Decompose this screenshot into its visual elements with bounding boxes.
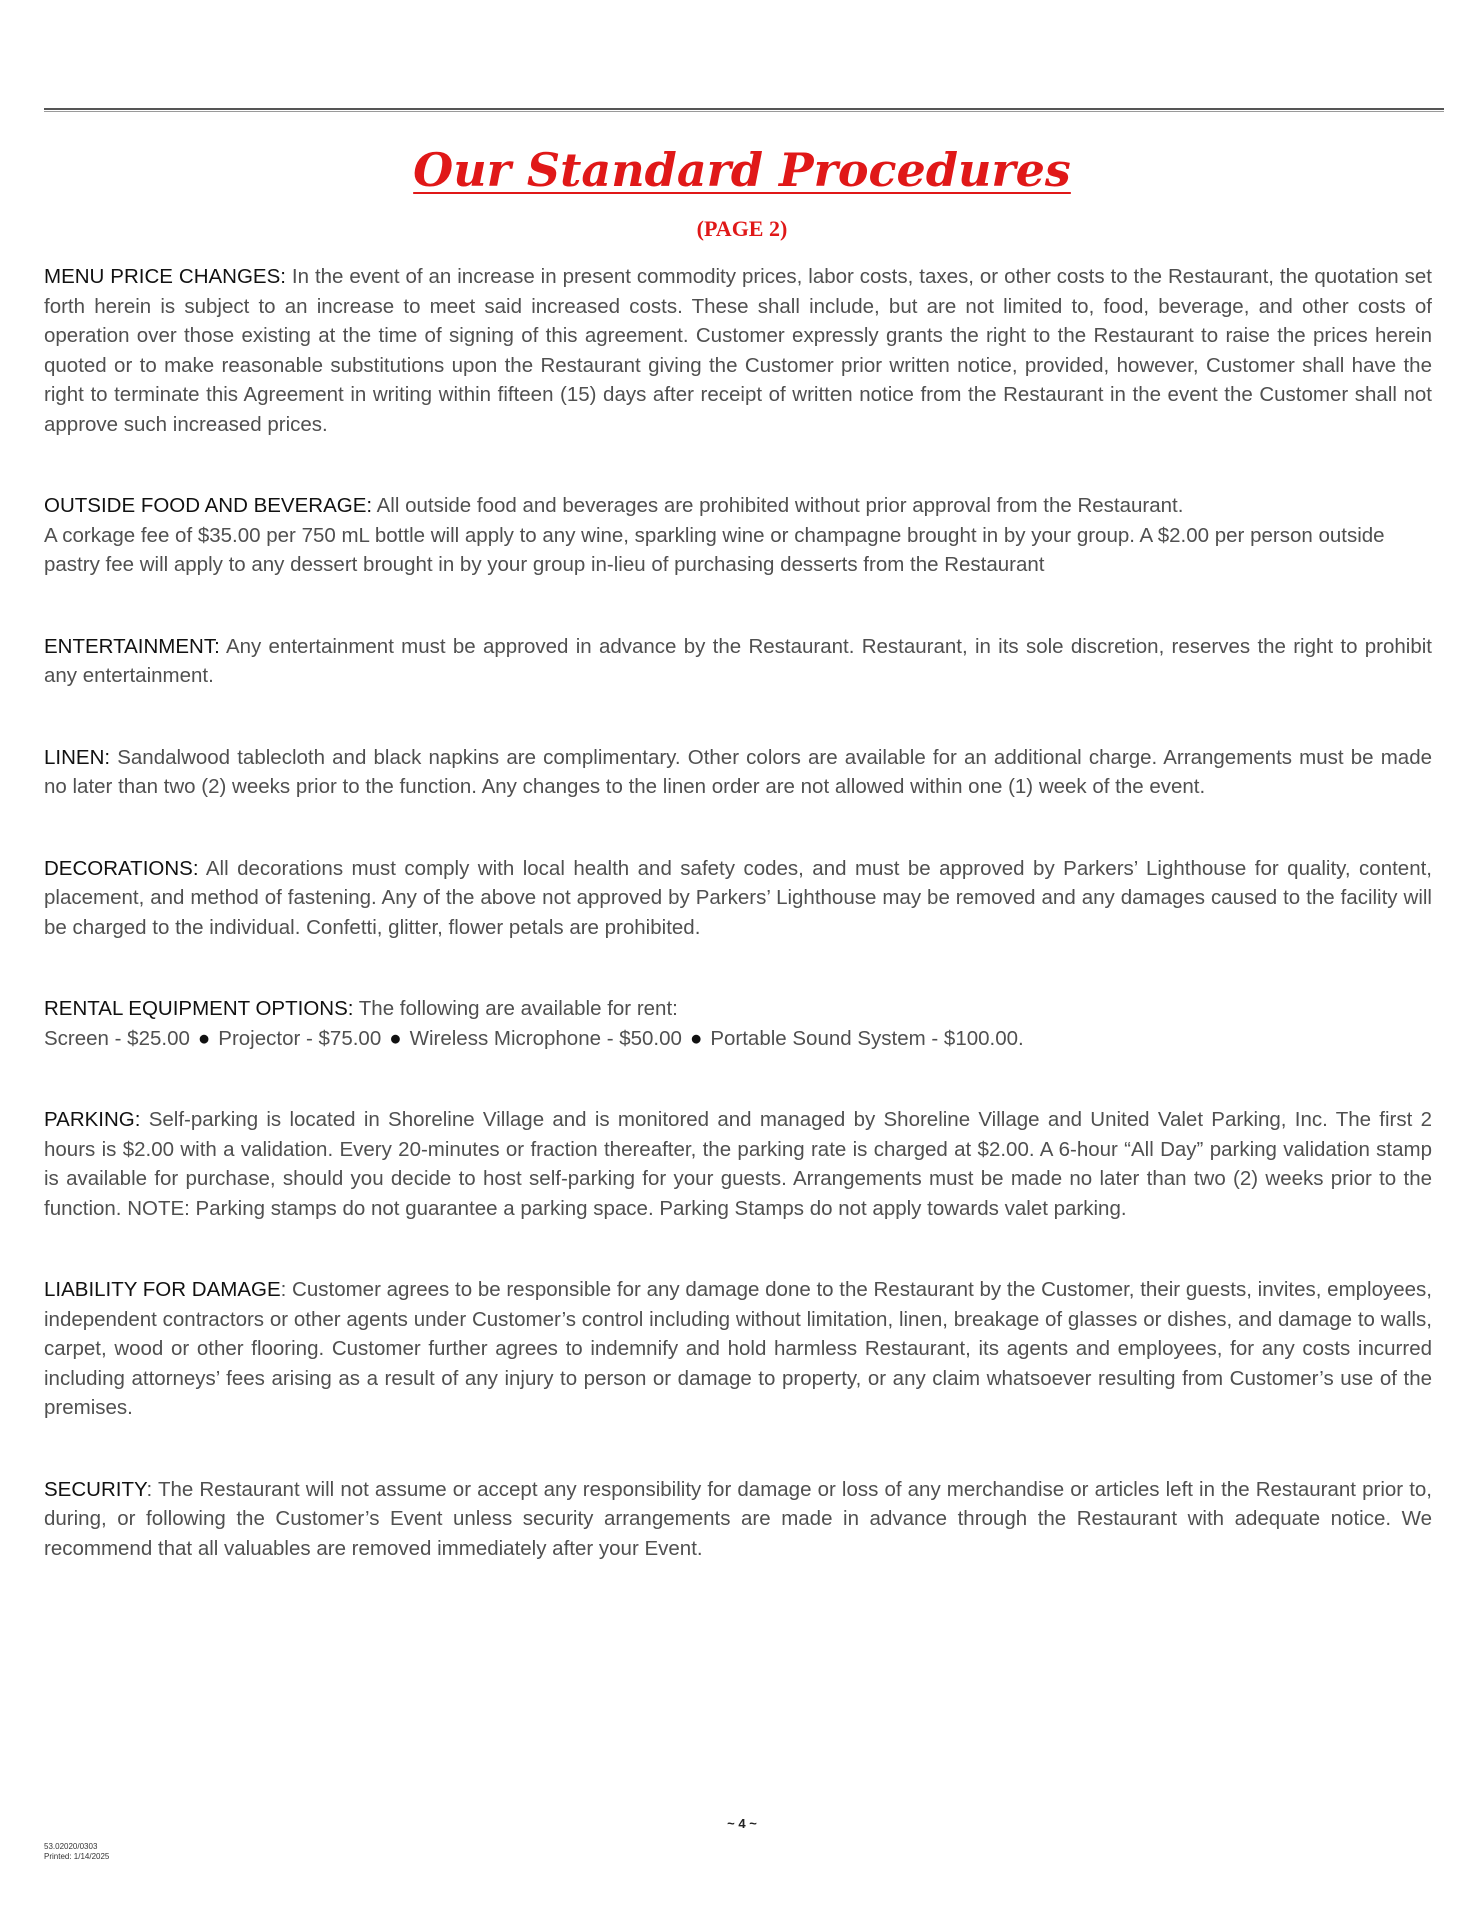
section-heading: LIABILITY FOR DAMAGE: [44, 1278, 281, 1301]
section-text: Any entertainment must be approved in advance by the Restaurant. Restaurant, in its sole discretion, reserves the right to prohibit any entertainment.: [44, 634, 1432, 687]
section-text: In the event of an increase in present commodity prices, labor costs, taxes, or other costs to the Restaurant, the quotation set forth herein is subject to an increase to meet said increased costs. These shall include, but are not limited to, food, beverage, and other costs of operation over those existing at the time of signing of this agreement. Customer expressly grants the right to the Restaurant to raise the prices herein quoted or to make reasonable substitutions upon the Restaurant giving the Customer prior written notice, provided, however, Customer shall have the right to terminate this Agreement in writing within fifteen (15) days after receipt of written notice from the Restaurant in the event the Customer shall not approve such increased prices.: [44, 265, 1432, 436]
section-rental-equipment: [44, 994, 1432, 1053]
rental-item-screen: Screen - $25.00: [44, 1026, 190, 1050]
section-heading: ENTERTAINMENT:: [44, 634, 220, 658]
section-security: [44, 1475, 1432, 1564]
procedures-body: [44, 262, 1432, 1615]
bullet-icon: ●: [197, 1026, 211, 1050]
section-heading: OUTSIDE FOOD AND BEVERAGE:: [44, 494, 373, 517]
section-heading: DECORATIONS:: [44, 856, 199, 880]
printed-date: Printed: 1/14/2025: [44, 1852, 110, 1861]
section-heading: RENTAL EQUIPMENT OPTIONS:: [44, 997, 354, 1020]
page-title-text: Our Standard Procedures: [413, 143, 1071, 197]
section-text: All outside food and beverages are prohibited without prior approval from the Restaurant.: [372, 494, 1184, 517]
section-entertainment: [44, 632, 1432, 691]
page-number: ~ 4 ~: [727, 1816, 757, 1831]
section-heading: LINEN:: [44, 745, 111, 769]
section-decorations: [44, 854, 1432, 943]
footer-meta: [44, 1842, 109, 1862]
section-menu-price-changes: [44, 262, 1432, 439]
section-heading: PARKING:: [44, 1108, 141, 1131]
section-text: Sandalwood tablecloth and black napkins are complimentary. Other colors are available for an additional charge. Arrangements must be made no later than two (2) weeks prior to the function. Any changes to the linen order are not allowed within one (1) week of the event.: [44, 745, 1432, 798]
top-divider: [44, 108, 1444, 112]
section-text: : The Restaurant will not assume or accept any responsibility for damage or loss of any merchandise or articles left in the Restaurant prior to, during, or following the Customer’s Event unless security arrangements are made in advance through the Restaurant with adequate notice. We recommend that all valuables are removed immediately after your Event.: [44, 1477, 1432, 1560]
section-text: Self-parking is located in Shoreline Village and is monitored and managed by Shoreline Village and United Valet Parking, Inc. The first 2 hours is $2.00 with a validation. Every 20-minutes or fraction thereafter, the parking rate is charged at $2.00. A 6-hour “All Day” parking validation stamp is available for purchase, should you decide to host self-parking for your guests. Arrangements must be made no later than two (2) weeks prior to the function. NOTE: Parking stamps do not guarantee a parking space. Parking Stamps do not apply towards valet parking.: [44, 1108, 1432, 1220]
rental-item-sound-system: Portable Sound System - $100.00.: [710, 1026, 1024, 1050]
rental-item-projector: Projector - $75.00: [218, 1026, 382, 1050]
section-heading: SECURITY: [44, 1477, 147, 1501]
section-text-continued: A corkage fee of $35.00 per 750 mL bottle will apply to any wine, sparkling wine or champagne brought in by your group. A $2.00 per person outside pastry fee will apply to any dessert brought in by your group in-lieu of purchasing desserts from the Restaurant: [44, 523, 1385, 576]
bullet-icon: ●: [689, 1026, 703, 1050]
bullet-icon: ●: [389, 1026, 402, 1050]
section-text: All decorations must comply with local health and safety codes, and must be approved by Parkers’ Lighthouse for quality, content, placement, and method of fastening. Any of the above not approved by Parkers’ Lighthouse may be removed and any damages caused to the facility will be charged to the individual. Confetti, glitter, flower petals are prohibited.: [44, 856, 1432, 939]
section-parking: [44, 1105, 1432, 1223]
section-liability-for-damage: [44, 1275, 1432, 1423]
rental-item-microphone: Wireless Microphone - $50.00: [409, 1026, 682, 1050]
section-outside-food-beverage: [44, 491, 1432, 580]
document-code: 53.02020/0303: [44, 1842, 98, 1851]
section-heading: MENU PRICE CHANGES:: [44, 265, 286, 288]
page-title: [0, 140, 1484, 200]
section-text: The following are available for rent:: [353, 997, 678, 1020]
page-subtitle: (PAGE 2): [696, 216, 788, 241]
section-linen: [44, 743, 1432, 802]
section-text: : Customer agrees to be responsible for any damage done to the Restaurant by the Customer, their guests, invites, employees, independent contractors or other agents under Customer’s control including without limitation, linen, breakage of glasses or dishes, and damage to walls, carpet, wood or other flooring. Customer further agrees to indemnify and hold harmless Restaurant, its agents and employees, for any costs incurred including attorneys’ fees arising as a result of any injury to person or damage to property, or any claim whatsoever resulting from Customer’s use of the premises.: [44, 1278, 1432, 1419]
